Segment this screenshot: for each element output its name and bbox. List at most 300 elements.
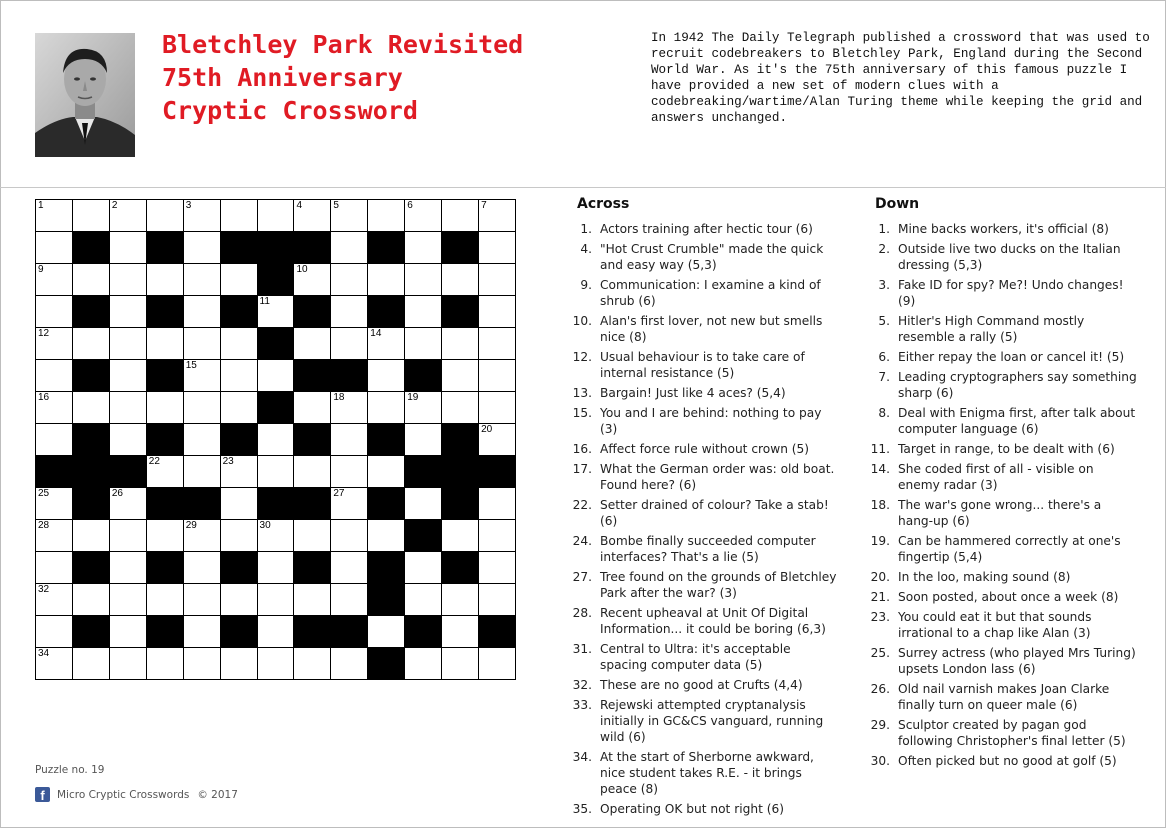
black-square — [220, 552, 257, 584]
black-square — [294, 616, 331, 648]
black-square — [146, 424, 183, 456]
clue-spacer — [592, 349, 600, 381]
grid-cell[interactable] — [331, 584, 368, 616]
grid-cell[interactable] — [405, 200, 442, 232]
grid-cell[interactable] — [146, 264, 183, 296]
grid-row — [36, 488, 516, 520]
grid-cell[interactable] — [183, 392, 220, 424]
down-clue[interactable] — [863, 753, 1138, 769]
clue-text: Target in range, to be dealt with (6) — [898, 442, 1115, 456]
grid-cell[interactable] — [220, 584, 257, 616]
grid-cell[interactable] — [109, 552, 146, 584]
clue-spacer — [890, 241, 898, 273]
clue-number: 18. — [870, 498, 890, 512]
brand-name: Micro Cryptic Crosswords — [57, 788, 190, 801]
cell-number: 16 — [38, 392, 50, 403]
grid-cell[interactable] — [368, 328, 405, 360]
grid-cell[interactable] — [294, 648, 331, 680]
grid-cell[interactable] — [109, 392, 146, 424]
cell-number: 2 — [111, 200, 118, 211]
clue-text: The war's gone wrong... there's a hang-up (6) — [898, 498, 1102, 528]
clue-spacer — [592, 313, 600, 345]
down-clue[interactable] — [863, 717, 1138, 749]
across-heading: Across — [577, 196, 630, 212]
grid-cell[interactable] — [331, 200, 368, 232]
black-square — [331, 360, 368, 392]
black-square — [72, 616, 109, 648]
grid-cell[interactable] — [479, 232, 516, 264]
across-clue[interactable] — [565, 221, 840, 237]
grid-cell[interactable] — [294, 456, 331, 488]
clue-text: Tree found on the grounds of Bletchley Park after the war? (3) — [600, 570, 837, 600]
cell-number: 30 — [259, 520, 271, 531]
grid-cell[interactable] — [331, 552, 368, 584]
down-clue-list — [863, 221, 1138, 769]
grid-cell[interactable] — [257, 648, 294, 680]
across-clue[interactable] — [565, 441, 840, 457]
clue-spacer — [592, 221, 600, 237]
grid-cell[interactable] — [479, 392, 516, 424]
grid-cell[interactable] — [368, 456, 405, 488]
black-square — [146, 360, 183, 392]
grid-cell[interactable] — [442, 360, 479, 392]
cell-number: 12 — [38, 328, 50, 339]
grid-cell[interactable] — [331, 424, 368, 456]
grid-cell[interactable] — [72, 392, 109, 424]
grid-cell[interactable] — [368, 360, 405, 392]
down-clue[interactable] — [863, 497, 1138, 529]
down-clue[interactable] — [863, 533, 1138, 565]
clue-text: Sculptor created by pagan god following Christopher's final letter (5) — [898, 718, 1126, 748]
grid-cell[interactable] — [442, 616, 479, 648]
grid-cell[interactable] — [405, 552, 442, 584]
cell-number: 22 — [148, 456, 160, 467]
grid-cell[interactable] — [479, 488, 516, 520]
grid-cell[interactable] — [183, 552, 220, 584]
grid-cell[interactable] — [36, 424, 73, 456]
grid-cell[interactable] — [109, 328, 146, 360]
grid-cell[interactable] — [405, 648, 442, 680]
grid-cell[interactable] — [146, 200, 183, 232]
grid-cell[interactable] — [479, 424, 516, 456]
across-clue[interactable] — [565, 497, 840, 529]
down-clue[interactable] — [863, 609, 1138, 641]
clue-spacer — [890, 717, 898, 749]
black-square — [368, 648, 405, 680]
grid-cell[interactable] — [183, 616, 220, 648]
grid-cell[interactable] — [183, 520, 220, 552]
across-clue[interactable] — [565, 605, 840, 637]
down-clue[interactable] — [863, 441, 1138, 457]
grid-cell[interactable] — [442, 648, 479, 680]
grid-cell[interactable] — [294, 584, 331, 616]
black-square — [72, 552, 109, 584]
grid-row — [36, 296, 516, 328]
grid-cell[interactable] — [331, 456, 368, 488]
grid-cell[interactable] — [479, 328, 516, 360]
grid-cell[interactable] — [405, 424, 442, 456]
black-square — [257, 392, 294, 424]
grid-cell[interactable] — [442, 264, 479, 296]
grid-cell[interactable] — [405, 392, 442, 424]
black-square — [368, 488, 405, 520]
grid-cell[interactable] — [146, 648, 183, 680]
clue-text: Old nail varnish makes Joan Clarke finally turn on queer male (6) — [898, 682, 1110, 712]
grid-cell[interactable] — [183, 232, 220, 264]
across-clue[interactable] — [565, 697, 840, 745]
across-clue[interactable] — [565, 241, 840, 273]
clue-text: Communication: I examine a kind of shrub (6) — [600, 278, 821, 308]
grid-cell[interactable] — [109, 296, 146, 328]
clue-number: 16. — [572, 442, 592, 456]
grid-cell[interactable] — [331, 648, 368, 680]
cell-number: 25 — [38, 488, 50, 499]
clue-text: Usual behaviour is to take care of internal resistance (5) — [600, 350, 805, 380]
clue-number: 10. — [572, 314, 592, 328]
facebook-icon[interactable]: f — [35, 787, 50, 802]
clue-spacer — [890, 589, 898, 605]
grid-cell[interactable] — [479, 552, 516, 584]
clue-spacer — [592, 569, 600, 601]
grid-cell[interactable] — [368, 264, 405, 296]
grid-cell[interactable] — [294, 200, 331, 232]
clue-number: 4. — [580, 242, 592, 256]
clue-spacer — [592, 277, 600, 309]
puzzle-title — [162, 28, 523, 127]
grid-cell[interactable] — [220, 488, 257, 520]
grid-cell[interactable] — [220, 520, 257, 552]
grid-cell[interactable] — [331, 232, 368, 264]
cell-number: 18 — [333, 392, 345, 403]
grid-cell[interactable] — [405, 584, 442, 616]
grid-row — [36, 232, 516, 264]
grid-cell[interactable] — [146, 584, 183, 616]
clue-spacer — [890, 349, 898, 365]
clue-spacer — [890, 497, 898, 529]
cell-number: 14 — [370, 328, 382, 339]
grid-cell[interactable] — [405, 232, 442, 264]
grid-cell[interactable] — [442, 328, 479, 360]
clue-number: 21. — [870, 590, 890, 604]
grid-cell[interactable] — [183, 264, 220, 296]
grid-cell[interactable] — [257, 520, 294, 552]
across-clue[interactable] — [565, 677, 840, 693]
grid-cell[interactable] — [109, 360, 146, 392]
clue-spacer — [592, 241, 600, 273]
grid-cell[interactable] — [257, 584, 294, 616]
black-square — [405, 616, 442, 648]
cell-number: 19 — [407, 392, 419, 403]
title-line-3: Cryptic Crossword — [162, 96, 418, 125]
grid-cell[interactable] — [479, 296, 516, 328]
down-clue[interactable] — [863, 241, 1138, 273]
grid-cell[interactable] — [368, 520, 405, 552]
clue-text: Mine backs workers, it's official (8) — [898, 222, 1109, 236]
title-line-1: Bletchley Park Revisited — [162, 30, 524, 59]
cell-number: 34 — [38, 648, 50, 659]
grid-cell[interactable] — [479, 360, 516, 392]
clue-number: 33. — [572, 698, 592, 712]
clue-spacer — [592, 497, 600, 529]
across-clue[interactable] — [565, 641, 840, 673]
across-clue[interactable] — [565, 461, 840, 493]
grid-cell[interactable] — [442, 392, 479, 424]
cell-number: 7 — [481, 200, 487, 211]
grid-cell[interactable] — [36, 328, 73, 360]
black-square — [294, 488, 331, 520]
grid-cell[interactable] — [36, 616, 73, 648]
down-clue[interactable] — [863, 277, 1138, 309]
grid-cell[interactable] — [479, 584, 516, 616]
grid-cell[interactable] — [220, 360, 257, 392]
across-clue[interactable] — [565, 749, 840, 797]
grid-row — [36, 424, 516, 456]
grid-cell[interactable] — [331, 264, 368, 296]
grid-cell[interactable] — [220, 328, 257, 360]
clue-number: 30. — [870, 754, 890, 768]
grid-cell[interactable] — [257, 296, 294, 328]
down-clue[interactable] — [863, 221, 1138, 237]
down-clue[interactable] — [863, 405, 1138, 437]
grid-cell[interactable] — [479, 264, 516, 296]
black-square — [72, 232, 109, 264]
grid-cell[interactable] — [183, 648, 220, 680]
cell-number: 9 — [38, 264, 44, 275]
grid-cell[interactable] — [368, 200, 405, 232]
grid-cell[interactable] — [183, 328, 220, 360]
cell-number: 1 — [38, 200, 44, 211]
down-clue[interactable] — [863, 569, 1138, 585]
grid-cell[interactable] — [109, 200, 146, 232]
grid-cell[interactable] — [109, 584, 146, 616]
clue-number: 28. — [572, 606, 592, 620]
grid-cell[interactable] — [183, 200, 220, 232]
grid-cell[interactable] — [109, 488, 146, 520]
grid-row — [36, 648, 516, 680]
clue-number: 31. — [572, 642, 592, 656]
grid-cell[interactable] — [479, 200, 516, 232]
grid-cell[interactable] — [331, 296, 368, 328]
black-square — [294, 232, 331, 264]
clue-number: 35. — [572, 802, 592, 816]
across-clue[interactable] — [565, 405, 840, 437]
grid-cell[interactable] — [405, 296, 442, 328]
grid-cell[interactable] — [36, 648, 73, 680]
grid-cell[interactable] — [405, 264, 442, 296]
down-clue[interactable] — [863, 681, 1138, 713]
down-clue[interactable] — [863, 645, 1138, 677]
clue-text: Operating OK but not right (6) — [600, 802, 784, 816]
grid-cell[interactable] — [442, 584, 479, 616]
grid-cell[interactable] — [405, 328, 442, 360]
down-clue[interactable] — [863, 589, 1138, 605]
clue-text: Often picked but no good at golf (5) — [898, 754, 1117, 768]
grid-cell[interactable] — [479, 520, 516, 552]
black-square — [72, 488, 109, 520]
grid-cell[interactable] — [331, 488, 368, 520]
grid-cell[interactable] — [72, 520, 109, 552]
grid-cell[interactable] — [146, 456, 183, 488]
grid-cell[interactable] — [109, 264, 146, 296]
black-square — [294, 296, 331, 328]
grid-cell[interactable] — [257, 456, 294, 488]
grid-cell[interactable] — [36, 584, 73, 616]
grid-cell[interactable] — [36, 520, 73, 552]
grid-cell[interactable] — [368, 616, 405, 648]
grid-cell[interactable] — [331, 328, 368, 360]
grid-cell[interactable] — [442, 200, 479, 232]
grid-cell[interactable] — [36, 232, 73, 264]
grid-cell[interactable] — [257, 424, 294, 456]
grid-cell[interactable] — [109, 424, 146, 456]
grid-cell[interactable] — [36, 360, 73, 392]
black-square — [405, 456, 442, 488]
grid-cell[interactable] — [36, 200, 73, 232]
grid-cell[interactable] — [294, 392, 331, 424]
grid-cell[interactable] — [36, 296, 73, 328]
grid-cell[interactable] — [220, 456, 257, 488]
clue-number: 26. — [870, 682, 890, 696]
cell-number: 27 — [333, 488, 345, 499]
black-square — [294, 424, 331, 456]
black-square — [220, 232, 257, 264]
down-clue[interactable] — [863, 369, 1138, 401]
grid-cell[interactable] — [146, 520, 183, 552]
grid-cell[interactable] — [109, 616, 146, 648]
cell-number: 4 — [296, 200, 303, 211]
grid-cell[interactable] — [257, 552, 294, 584]
grid-row — [36, 616, 516, 648]
down-clue[interactable] — [863, 349, 1138, 365]
grid-cell[interactable] — [220, 392, 257, 424]
cell-number: 29 — [185, 520, 197, 531]
clue-spacer — [890, 461, 898, 493]
grid-row — [36, 584, 516, 616]
clue-text: You and I are behind: nothing to pay (3) — [600, 406, 822, 436]
grid-cell[interactable] — [479, 648, 516, 680]
across-clue[interactable] — [565, 801, 840, 817]
grid-cell[interactable] — [109, 648, 146, 680]
grid-cell[interactable] — [72, 648, 109, 680]
clue-text: Hitler's High Command mostly resemble a rally (5) — [898, 314, 1085, 344]
black-square — [331, 616, 368, 648]
cell-number: 10 — [296, 264, 308, 275]
down-clue[interactable] — [863, 461, 1138, 493]
cell-number: 23 — [222, 456, 234, 467]
grid-cell[interactable] — [294, 520, 331, 552]
clue-text: Rejewski attempted cryptanalysis initially in GC&CS vanguard, running wild (6) — [600, 698, 824, 744]
clue-spacer — [890, 609, 898, 641]
clue-spacer — [890, 313, 898, 345]
clue-spacer — [890, 277, 898, 309]
clue-number: 1. — [878, 222, 890, 236]
clue-number: 15. — [572, 406, 592, 420]
clue-spacer — [890, 221, 898, 237]
black-square — [442, 456, 479, 488]
clue-number: 29. — [870, 718, 890, 732]
grid-cell[interactable] — [405, 488, 442, 520]
grid-cell[interactable] — [257, 200, 294, 232]
clue-number: 13. — [572, 386, 592, 400]
grid-cell[interactable] — [36, 392, 73, 424]
grid-cell[interactable] — [257, 616, 294, 648]
grid-cell[interactable] — [109, 520, 146, 552]
grid-cell[interactable] — [220, 264, 257, 296]
grid-cell[interactable] — [294, 328, 331, 360]
grid-cell[interactable] — [146, 392, 183, 424]
grid-cell[interactable] — [109, 232, 146, 264]
grid-cell[interactable] — [72, 584, 109, 616]
across-clue[interactable] — [565, 533, 840, 565]
grid-cell[interactable] — [146, 328, 183, 360]
clue-text: Bombe finally succeeded computer interfaces? That's a lie (5) — [600, 534, 816, 564]
grid-cell[interactable] — [294, 264, 331, 296]
clue-spacer — [592, 461, 600, 493]
grid-cell[interactable] — [220, 200, 257, 232]
clue-text: She coded first of all - visible on enemy radar (3) — [898, 462, 1094, 492]
black-square — [220, 424, 257, 456]
clue-text: Recent upheaval at Unit Of Digital Information... it could be boring (6,3) — [600, 606, 826, 636]
clue-number: 24. — [572, 534, 592, 548]
grid-cell[interactable] — [72, 200, 109, 232]
clue-text: Surrey actress (who played Mrs Turing) upsets London lass (6) — [898, 646, 1136, 676]
cell-number: 5 — [333, 200, 339, 211]
across-clue[interactable] — [565, 385, 840, 401]
black-square — [368, 552, 405, 584]
grid-cell[interactable] — [257, 360, 294, 392]
clue-spacer — [592, 385, 600, 401]
grid-cell[interactable] — [36, 552, 73, 584]
black-square — [36, 456, 73, 488]
across-clue[interactable] — [565, 349, 840, 381]
across-clue[interactable] — [565, 313, 840, 345]
grid-cell[interactable] — [220, 648, 257, 680]
grid-cell[interactable] — [331, 520, 368, 552]
across-clue[interactable] — [565, 569, 840, 601]
clue-text: These are no good at Crufts (4,4) — [600, 678, 803, 692]
black-square — [479, 456, 516, 488]
black-square — [257, 264, 294, 296]
grid-cell[interactable] — [183, 424, 220, 456]
grid-cell[interactable] — [183, 360, 220, 392]
clue-spacer — [592, 641, 600, 673]
clue-number: 23. — [870, 610, 890, 624]
grid-cell[interactable] — [183, 584, 220, 616]
clue-text: Outside live two ducks on the Italian dressing (5,3) — [898, 242, 1121, 272]
black-square — [294, 360, 331, 392]
grid-cell[interactable] — [442, 520, 479, 552]
black-square — [146, 616, 183, 648]
grid-cell[interactable] — [331, 392, 368, 424]
grid-cell[interactable] — [183, 456, 220, 488]
clue-number: 12. — [572, 350, 592, 364]
grid-cell[interactable] — [36, 488, 73, 520]
clue-number: 9. — [580, 278, 592, 292]
grid-cell[interactable] — [36, 264, 73, 296]
clue-number: 6. — [878, 350, 890, 364]
down-clues — [863, 196, 1138, 773]
grid-cell[interactable] — [72, 328, 109, 360]
grid-cell[interactable] — [368, 392, 405, 424]
across-clue[interactable] — [565, 277, 840, 309]
down-clue[interactable] — [863, 313, 1138, 345]
clue-spacer — [890, 569, 898, 585]
clue-spacer — [890, 369, 898, 401]
grid-cell[interactable] — [183, 296, 220, 328]
grid-cell[interactable] — [72, 264, 109, 296]
clue-number: 27. — [572, 570, 592, 584]
clue-text: In the loo, making sound (8) — [898, 570, 1071, 584]
